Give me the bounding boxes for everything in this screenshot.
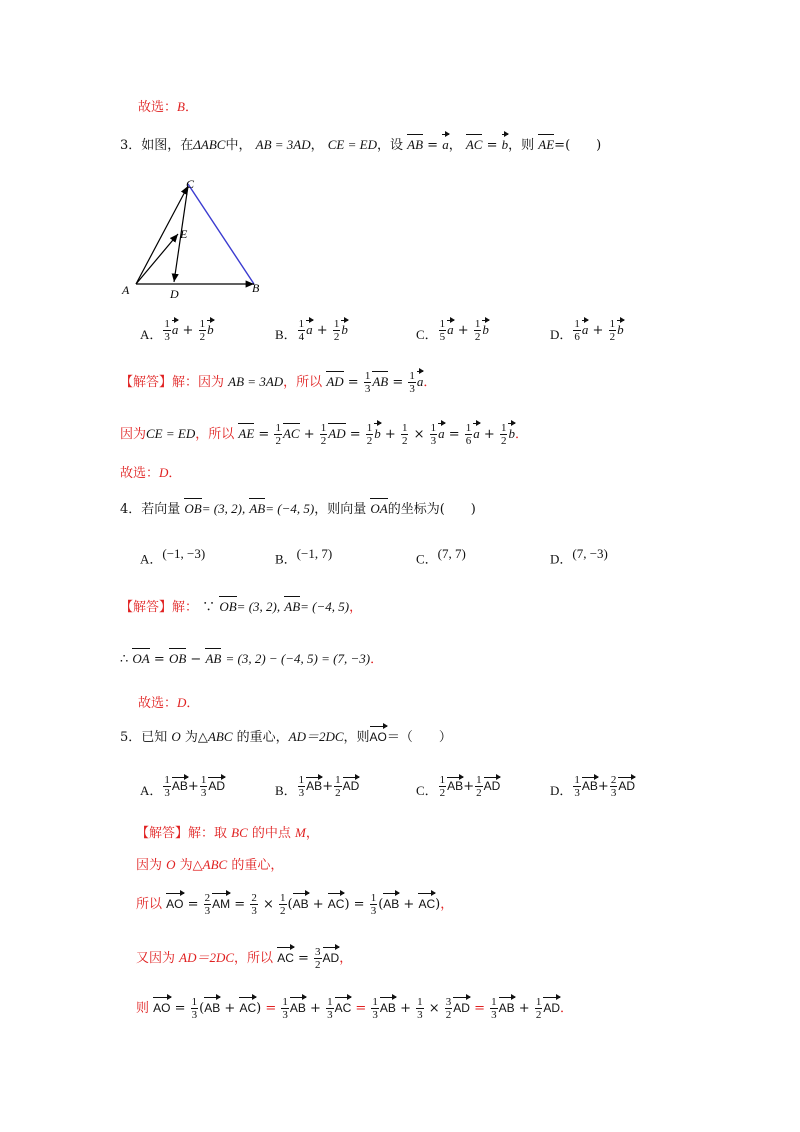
- option-letter: B．: [275, 327, 297, 342]
- solution-then: 则: [136, 1001, 150, 1016]
- solution-so: ，所以: [234, 951, 274, 966]
- vec-b: b: [508, 426, 515, 441]
- vec-a: a: [171, 322, 179, 337]
- vec-ab: AB: [383, 897, 400, 911]
- q5-solution-1: 【解答】解：取 BC 的中点 M，: [136, 825, 319, 841]
- option-4: D． $\frac{1}{3}$ AB+ $\frac{2}{3}$ AD: [550, 774, 635, 799]
- vec-ab: AB: [289, 1001, 306, 1015]
- q4-tail: 的坐标为( ): [387, 502, 476, 517]
- q3-paren: =( ): [554, 138, 602, 153]
- q4-solution-2: ∴ OA = OB − AB = (3, 2) − (−4, 5) = (7, −3)．: [120, 651, 384, 667]
- option-4: [550, 546, 608, 567]
- answer-label: 故选：: [120, 466, 160, 481]
- solution-because: 因为: [120, 427, 147, 442]
- vec-a: a: [416, 374, 424, 389]
- numerator: 2: [610, 774, 617, 786]
- numerator: 1: [200, 774, 207, 786]
- numerator: 1: [474, 318, 481, 330]
- vec-ab: AB: [171, 779, 188, 793]
- option-letter: C．: [416, 551, 438, 567]
- vec-ac: AC: [239, 1001, 257, 1015]
- q4-ob-value: = (3, 2),: [236, 599, 281, 614]
- option-value: (7, −3): [572, 546, 608, 561]
- vec-b: b: [501, 137, 509, 152]
- q4-ab-value: = (−4, 5): [265, 501, 315, 516]
- q3-answer-line: 故选：D．: [120, 465, 182, 481]
- q5-solution-3: 所以 AO = $\frac{2}{3}$ AM = $\frac{2}{3}$ × $\frac{1}{2}$ (AB + AC) = $\frac{1}{3}$ (AB + AC)，: [136, 892, 454, 917]
- vec-ad: AD: [453, 1001, 470, 1015]
- option-value: (−1, −3): [162, 546, 206, 561]
- denominator: 2: [199, 331, 206, 343]
- numerator: 1: [199, 318, 206, 330]
- q2-answer-line: 故选：B．: [138, 99, 198, 115]
- vec-a: a: [306, 322, 313, 337]
- q4-stem: [120, 500, 476, 519]
- denominator: 2: [609, 331, 616, 343]
- label-a: A: [122, 283, 130, 297]
- denominator: 3: [164, 331, 170, 343]
- q4-calc: = (3, 2) − (−4, 5) = (7, −3): [225, 651, 371, 666]
- vec-b: b: [341, 322, 348, 337]
- vec-ac: AC: [334, 1001, 352, 1015]
- q5-solution-5: 则 AO = $\frac{1}{3}$ (AB + AC) = $\frac{1}{3}$ AB + $\frac{1}{3}$ AC = $\frac{1}{3}$ AB + $\frac{1}{3}$ × $\frac{3}{2}$ AD = $\frac{1}{3}$ AB + $\frac{1}{2}$ AD．: [136, 996, 574, 1021]
- denominator: 3: [574, 787, 580, 799]
- vec-a: a: [581, 322, 589, 337]
- fraction: [439, 318, 447, 343]
- numerator: 1: [164, 318, 170, 330]
- option-4: D． $\frac{1}{6}$ a + $\frac{1}{2}$ b: [550, 318, 624, 343]
- vec-ab: AB: [306, 779, 323, 793]
- q3-condition-2: CE = ED: [327, 137, 377, 152]
- option-3: C． $\frac{1}{2}$ AB+ $\frac{1}{2}$ AD: [416, 774, 501, 799]
- fraction: [199, 318, 207, 343]
- numerator: 1: [335, 774, 341, 786]
- solution-also: 又因为: [136, 951, 180, 966]
- fraction: [610, 774, 618, 799]
- denominator: 2: [474, 331, 481, 343]
- vec-ao: AO: [369, 730, 387, 744]
- q4-then: ，则向量: [314, 502, 367, 517]
- solution-because-3: 的重心，: [227, 858, 284, 873]
- denominator: 2: [439, 787, 446, 799]
- vec-ad: AD: [322, 951, 340, 965]
- answer-label: 故选：: [138, 696, 178, 711]
- fraction: [200, 774, 208, 799]
- q5-mid2: 的重心，: [232, 730, 289, 745]
- fraction: [333, 318, 341, 343]
- fraction: $\frac{1}{3}$: [409, 370, 415, 395]
- option-letter: C．: [416, 327, 438, 342]
- numerator: 1: [574, 774, 580, 786]
- fraction: [475, 774, 483, 799]
- therefore-symbol: ∴: [120, 652, 129, 667]
- denominator: 5: [439, 331, 446, 343]
- q5-paren: ＝（ ）: [386, 730, 452, 745]
- q5-mid: 为△: [180, 730, 208, 745]
- vec-ao: AO: [153, 1001, 171, 1015]
- fraction: $\frac{1}{3}$: [364, 370, 371, 395]
- solution-condition: CE = ED: [146, 426, 196, 441]
- label-c: C: [186, 177, 195, 191]
- vec-ad: AD: [326, 374, 344, 389]
- denominator: 2: [476, 787, 482, 799]
- solution-text: 解：取: [188, 826, 232, 841]
- option-3: C． $\frac{1}{5}$ a + $\frac{1}{2}$ b: [416, 318, 489, 343]
- fraction: [163, 318, 171, 343]
- option-letter: A．: [140, 551, 163, 567]
- vec-b: b: [374, 426, 381, 441]
- solution-text: 解：: [172, 600, 199, 615]
- solution-label: 【解答】: [120, 600, 173, 615]
- q5-stem: [120, 728, 452, 747]
- q3-set: ，设: [376, 138, 403, 153]
- segment-cb: [188, 184, 254, 284]
- vec-ab: AB: [249, 501, 266, 516]
- denominator: 4: [298, 331, 305, 343]
- vec-ob: OB: [184, 501, 202, 516]
- q5-intro: 5．已知: [120, 730, 172, 745]
- vec-ac: AC: [282, 426, 300, 441]
- option-2: [275, 546, 332, 567]
- denominator: 2: [333, 331, 340, 343]
- vec-a: a: [473, 426, 480, 441]
- vector-ae-line: [136, 234, 178, 284]
- vec-ab: AB: [498, 1001, 515, 1015]
- option-1: A． $\frac{1}{3}$ a + $\frac{1}{2}$ b: [140, 318, 214, 343]
- solution-because-2: 为△: [175, 858, 203, 873]
- q3-stem: 3．如图，在ΔABC中， AB = 3AD， CE = ED，设 AB = a， AC = b，则 AE=( ): [120, 137, 602, 153]
- vec-ab: AB: [379, 1001, 396, 1015]
- vec-ob: OB: [168, 651, 187, 666]
- solution-so: ，所以: [283, 375, 323, 390]
- option-letter: D．: [550, 783, 573, 798]
- q4-intro: 4．若向量: [120, 502, 181, 517]
- option-2: B． $\frac{1}{4}$ a + $\frac{1}{2}$ b: [275, 318, 348, 343]
- vec-ae: AE: [538, 137, 555, 152]
- fraction: [573, 774, 581, 799]
- solution-condition: AB = 3AD: [228, 374, 284, 389]
- numerator: 1: [298, 774, 305, 786]
- vec-b: b: [482, 322, 489, 337]
- answer-choice: D: [159, 465, 169, 480]
- vec-ab: AB: [284, 599, 301, 614]
- fraction: [474, 318, 482, 343]
- vec-a: a: [447, 322, 454, 337]
- vec-ad: AD: [208, 779, 225, 793]
- denominator: 3: [200, 787, 207, 799]
- vec-a: a: [438, 426, 445, 441]
- answer-choice: D: [177, 695, 187, 710]
- vec-oa: OA: [132, 651, 150, 666]
- q5-solution-2: [136, 856, 283, 875]
- denominator: 2: [335, 787, 341, 799]
- solution-so: 所以: [136, 897, 163, 912]
- answer-choice: B: [177, 99, 185, 114]
- because-symbol: ∵: [202, 600, 216, 615]
- q3-solution-2: 因为CE = ED，所以 AE = $\frac{1}{2}$ AC + $\frac{1}{2}$ AD = $\frac{1}{2}$ b + $\frac{1}{2}$ × $\frac{1}{3}$ a = $\frac{1}{6}$ a + $\frac{1}{2}$ b．: [120, 422, 528, 447]
- option-1: A． $\frac{1}{3}$ AB+ $\frac{1}{3}$ AD: [140, 774, 225, 799]
- option-3: [416, 546, 466, 567]
- q4-ob-value: = (3, 2),: [201, 501, 246, 516]
- vec-ao: AO: [166, 897, 184, 911]
- solution-text-2: 的中点: [247, 826, 296, 841]
- vec-ob: OB: [219, 599, 237, 614]
- numerator: 1: [439, 318, 446, 330]
- option-letter: C．: [416, 783, 438, 798]
- fraction: [163, 774, 171, 799]
- vec-ac: AC: [327, 897, 345, 911]
- vec-ac: AC: [418, 897, 436, 911]
- vec-ab: AB: [407, 137, 424, 152]
- solution-text: 解：因为: [172, 375, 225, 390]
- fraction: [609, 318, 617, 343]
- q3-solution-1: 【解答】解：因为 AB = 3AD，所以 AD = $\frac{1}{3}$ AB = $\frac{1}{3}$ a．: [120, 370, 437, 395]
- answer-label: 故选：: [138, 100, 178, 115]
- vec-ab: AB: [447, 779, 464, 793]
- option-letter: A．: [140, 783, 163, 798]
- vec-ad: AD: [483, 779, 501, 793]
- vec-a: a: [442, 137, 449, 152]
- vec-ae: AE: [238, 426, 255, 441]
- option-letter: D．: [550, 551, 573, 567]
- q3-condition-1: AB = 3AD: [255, 137, 311, 152]
- numerator: 1: [476, 774, 482, 786]
- vec-ab: AB: [372, 374, 389, 389]
- vec-b: b: [207, 322, 214, 337]
- q4-ab-value: = (−4, 5): [300, 599, 350, 614]
- q4-solution-1: 【解答】解： ∵ OB= (3, 2), AB= (−4, 5)，: [120, 599, 363, 615]
- numerator: 1: [609, 318, 616, 330]
- solution-so: ，所以: [195, 427, 235, 442]
- vec-ab: AB: [205, 651, 222, 666]
- q4-answer-line: 故选：D．: [138, 695, 200, 711]
- option-1: [140, 546, 205, 567]
- solution-because: 因为: [136, 858, 167, 873]
- vec-ad: AD: [618, 779, 635, 793]
- vec-ac: AC: [277, 951, 294, 965]
- option-2: B． $\frac{1}{3}$ AB+ $\frac{1}{2}$ AD: [275, 774, 360, 799]
- denominator: 3: [164, 787, 170, 799]
- q3-triangle: ΔABC: [193, 137, 226, 152]
- numerator: 1: [574, 318, 580, 330]
- q3-intro: 3．如图，在: [120, 138, 194, 153]
- option-value: (7, 7): [437, 546, 466, 561]
- vec-ab: AB: [204, 1001, 221, 1015]
- q5-abc: ABC: [207, 729, 233, 744]
- vec-ab: AB: [292, 897, 309, 911]
- numerator: 1: [439, 774, 446, 786]
- label-d: D: [170, 287, 179, 301]
- fraction: [298, 774, 306, 799]
- q3-mid: 中，: [225, 138, 252, 153]
- option-letter: B．: [275, 551, 297, 567]
- vec-ad: AD: [328, 426, 346, 441]
- vec-oa: OA: [370, 501, 388, 516]
- fraction: [298, 318, 306, 343]
- q5-solution-4: 又因为 AD＝2DC，所以 AC = $\frac{3}{2}$ AD，: [136, 946, 353, 971]
- q5-condition: AD＝2DC: [288, 729, 344, 744]
- label-e: E: [180, 227, 188, 241]
- denominator: 3: [610, 787, 617, 799]
- numerator: 1: [298, 318, 305, 330]
- q5-m: M: [295, 825, 306, 840]
- vec-b: b: [617, 322, 624, 337]
- solution-label: 【解答】: [120, 375, 173, 390]
- vec-ad: AD: [543, 1001, 560, 1015]
- label-b: B: [252, 281, 260, 295]
- q5-abc: ABC: [202, 857, 228, 872]
- vec-ac: AC: [465, 137, 483, 152]
- q5-then: ，则: [343, 730, 370, 745]
- triangle-figure: [118, 174, 268, 302]
- option-letter: A．: [140, 327, 163, 342]
- option-value: (−1, 7): [296, 546, 333, 561]
- fraction: [439, 774, 447, 799]
- numerator: 1: [333, 318, 340, 330]
- option-letter: D．: [550, 327, 573, 342]
- q5-condition: AD＝2DC: [179, 950, 235, 965]
- q3-then: ，则: [508, 138, 535, 153]
- q5-bc: BC: [231, 825, 248, 840]
- q5-o: O: [166, 857, 176, 872]
- denominator: 3: [298, 787, 305, 799]
- fraction: [573, 318, 581, 343]
- denominator: 6: [574, 331, 580, 343]
- vec-ad: AD: [342, 779, 360, 793]
- vec-am: AM: [212, 897, 231, 911]
- option-letter: B．: [275, 783, 297, 798]
- q5-o: O: [171, 729, 181, 744]
- fraction: [334, 774, 342, 799]
- numerator: 1: [164, 774, 170, 786]
- solution-label: 【解答】: [136, 826, 189, 841]
- vec-ab: AB: [581, 779, 598, 793]
